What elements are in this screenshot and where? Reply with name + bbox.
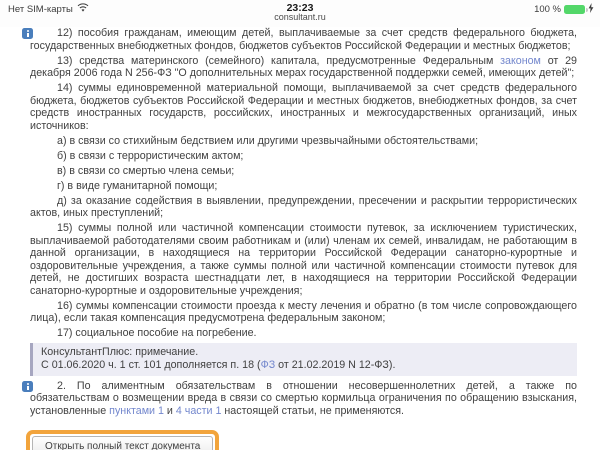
paragraph-text: от 29 декабря 2006 года N 256-ФЗ "О дополнительных мерах государственной поддержки семей, имеющих детей";: [30, 54, 577, 79]
note-text: С 01.06.2020 ч. 1 ст. 101 дополняется п. 18 (: [41, 358, 261, 371]
open-full-text-button[interactable]: Открыть полный текст документа: [32, 436, 213, 450]
info-icon[interactable]: [22, 381, 33, 392]
paragraph-13: [30, 55, 577, 80]
paragraph-15: [30, 222, 577, 297]
battery-icon: [564, 5, 585, 14]
paragraph-text: настоящей статьи, не применяются.: [221, 404, 405, 417]
point-4-link[interactable]: 4: [175, 404, 182, 417]
subitem-b: [30, 150, 577, 163]
note-line: [41, 359, 569, 372]
law-link[interactable]: законом: [500, 54, 541, 67]
paragraph-12: [30, 27, 577, 52]
paragraph-text: и: [163, 404, 176, 417]
subitem-a: [30, 135, 577, 148]
paragraph-text: 16) суммы компенсации стоимости проезда к месту лечения и обратно (в том числе сопровождающего лица), если такая компенсация предусмотрена федеральным законом;: [30, 299, 577, 324]
consultant-note: [30, 343, 577, 376]
part-1-link[interactable]: части 1: [184, 404, 222, 417]
paragraph-2: [30, 380, 577, 418]
paragraph-text: 12) пособия гражданам, имеющим детей, выплачиваемые за счет средств федерального бюджета, государственных внебюджетных фондов, бюджетов субъектов Российской Федерации и местных бюджетов;: [30, 27, 577, 52]
charging-bolt-icon: [588, 3, 594, 16]
paragraph-text: 14) суммы единовременной материальной помощи, выплачиваемой за счет средств федерального бюджета, бюджетов субъектов Российской Федерации и местных бюджетов, внебюджетных фондов, за счет средств иностранных государств, российских, иностранных и межгосударственных организаций, иных источников:: [30, 82, 577, 132]
paragraph-text: 15) суммы полной или частичной компенсации стоимости путевок, за исключением туристических, выплачиваемой работодателями своим работникам и (или) членам их семей, инвалидам, не работающим в данной организации, в находящиеся на территории Российской Федерации санаторно-курортные и оздоровительные учреждения, а также суммы полной или частичной компенсации стоимости путевок для детей, не достигших возраста шестнадцати лет, в находящиеся на территории Российской Федерации санаторно-курортные и оздоровительные учреждения;: [30, 222, 577, 297]
paragraph-17: [30, 327, 577, 340]
paragraph-text: а) в связи со стихийным бедствием или другими чрезвычайными обстоятельствами;: [57, 134, 479, 147]
paragraph-text: д) за оказание содействия в выявлении, предупреждении, пресечении и раскрытии террористических актов, иных преступлений;: [30, 194, 577, 219]
document-body: [0, 27, 600, 450]
paragraph-14: [30, 82, 577, 132]
battery-percent-label: 100 %: [534, 4, 561, 15]
highlight-annotation-box: [26, 430, 219, 450]
points-1-link[interactable]: пунктами 1: [109, 404, 164, 417]
battery-status: [534, 3, 594, 16]
site-url: consultant.ru: [274, 12, 326, 22]
paragraph-16: [30, 300, 577, 325]
paragraph-text: 2. По алиментным обязательствам в отношении несовершеннолетних детей, а также по обязательствам о возмещении вреда в связи со смертью кормильца ограничения по обращению взыскания, установленные: [30, 379, 577, 417]
carrier-label: Нет SIM-карты: [8, 3, 73, 15]
subitem-g: [30, 180, 577, 193]
paragraph-text: в) в связи со смертью члена семьи;: [57, 164, 235, 177]
note-text: от 21.02.2019 N 12-ФЗ).: [275, 358, 396, 371]
paragraph-text: 13) средства материнского (семейного) капитала, предусмотренные Федеральным: [57, 54, 501, 67]
subitem-v: [30, 165, 577, 178]
paragraph-text: 17) социальное пособие на погребение.: [57, 327, 257, 339]
note-title: КонсультантПлюс: примечание.: [41, 345, 199, 358]
paragraph-text: б) в связи с террористическим актом;: [57, 149, 244, 162]
subitem-d: [30, 195, 577, 220]
info-icon[interactable]: [22, 28, 33, 39]
status-bar: [0, 0, 600, 27]
fz-link[interactable]: ФЗ: [260, 358, 276, 371]
paragraph-text: г) в виде гуманитарной помощи;: [57, 179, 218, 192]
clock: 23:23: [286, 2, 314, 14]
